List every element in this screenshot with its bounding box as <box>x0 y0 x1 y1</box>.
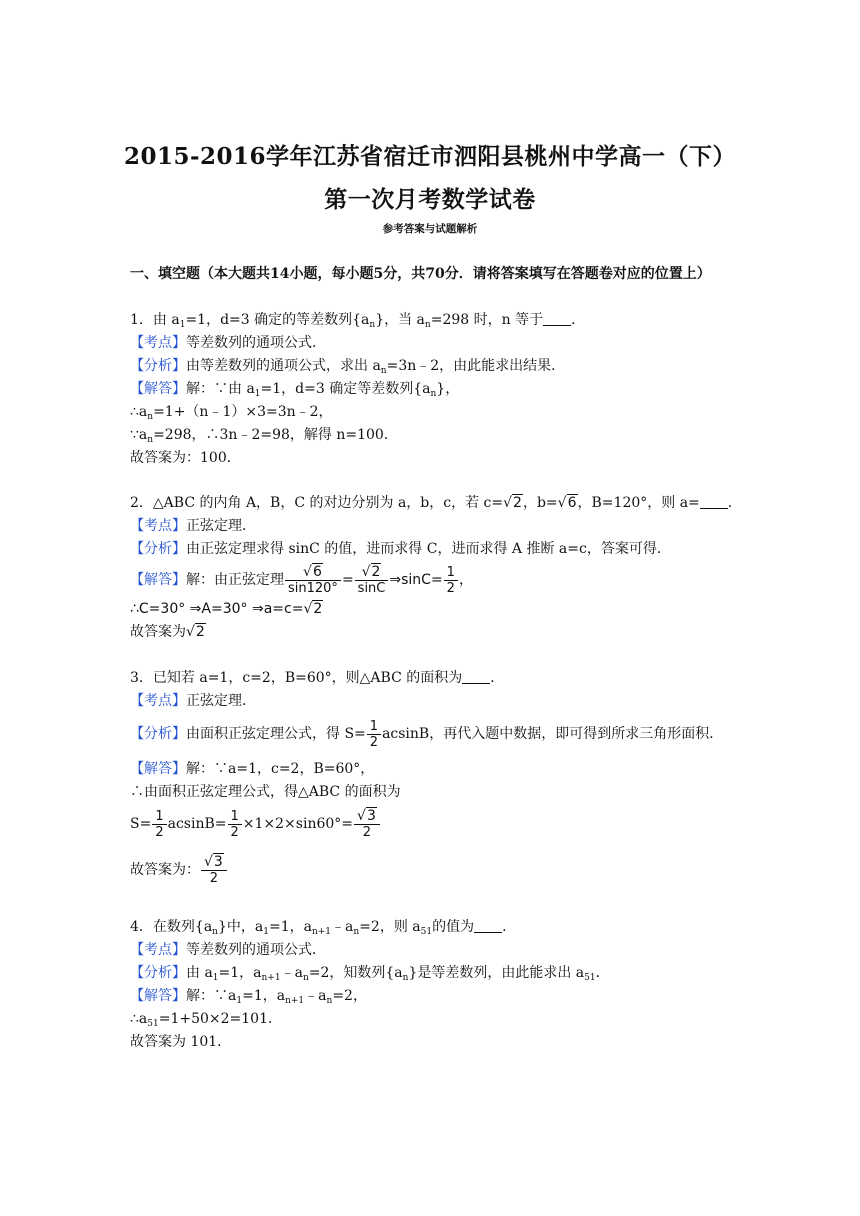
fraction-sqrt3-over-2: $\frac{√3}{2}$ <box>201 855 227 886</box>
q2-jieda: 【解答】解：由正弦定理 $\frac{√6}{\sin 120^\circ}$ = $\frac{√2}{\sin C}$ ⇒sinC= $\frac{1}{2}$ ， <box>130 563 473 596</box>
q3-stem: 3．已知若 a=1，c=2，B=60°，则△ABC 的面积为 ． <box>130 670 505 686</box>
fraction-one-half: $\frac{1}{2}$ <box>152 809 166 840</box>
q3-kaodian: 【考点】正弦定理． <box>130 693 256 709</box>
q4-jieda: 【解答】解：$\because a_1=1$，$a_{n+1}﹣a_n=2$， <box>130 988 367 1006</box>
q2-solution-line-2: ∴C=30° ⇒A=30° ⇒a=c=√2 <box>130 601 323 617</box>
q1-kaodian: 【考点】等差数列的通项公式． <box>130 335 326 351</box>
fraction-one-half: $\frac{1}{2}$ <box>228 809 242 840</box>
section-heading: 一、填空题（本大题共14小题，每小题5分，共70分．请将答案填写在答题卷对应的位置上） <box>130 266 711 282</box>
q1-solution-line-2: $\therefore a_n=1+(n﹣1)\times 3=3n﹣2$， <box>130 404 333 422</box>
fraction-sqrt3-over-2: $\frac{√3}{2}$ <box>354 809 380 840</box>
q3-jieda: 【解答】解：∵a=1，c=2，B=60°， <box>130 761 375 777</box>
answer-blank <box>700 494 728 509</box>
page-title-line-2: 第一次月考数学试卷 <box>324 186 536 213</box>
fraction-sqrt2-over-sinC: $\frac{√2}{\sin C}$ <box>355 565 389 596</box>
q1-solution-line-3: $\because a_n=298$，∴3n﹣2=98，解得 n=100． <box>130 427 398 445</box>
q2-fenxi: 【分析】由正弦定理求得 sinC 的值，进而求得 C，进而求得 A 推断 a=c，答案可得． <box>130 541 671 557</box>
q4-stem: 4．在数列$\{a_n\}$中，$a_1=1$，$a_{n+1}﹣a_n=2$，则 $a_{51}$的值为 ． <box>130 919 517 937</box>
q1-jieda: 【解答】解：∵由 $a_1=1$，d=3 确定等差数列$\{a_n\}$， <box>130 381 460 399</box>
q2-answer: 故答案为√2 <box>130 624 205 640</box>
q3-solution-line-2: ∴由面积正弦定理公式，得△ABC 的面积为 <box>130 784 401 800</box>
answer-blank <box>543 311 571 326</box>
fraction-one-half: $\frac{1}{2}$ <box>367 719 381 750</box>
answer-blank <box>462 669 490 684</box>
q4-answer: 故答案为 101． <box>130 1034 232 1050</box>
q2-kaodian: 【考点】正弦定理． <box>130 518 256 534</box>
page-subtitle: 参考答案与试题解析 <box>382 223 478 235</box>
answer-blank <box>474 918 502 933</box>
q4-solution-line-2: $\therefore a_{51}=1+50\times 2=101$． <box>130 1011 282 1029</box>
q3-fenxi: 【分析】由面积正弦定理公式，得 S= $\frac{1}{2}$ acsinB，再代入题中数据，即可得到所求三角形面积． <box>130 718 724 750</box>
fraction-one-half: $\frac{1}{2}$ <box>444 565 458 596</box>
page-title-line-1: 2015-2016学年江苏省宿迁市泗阳县桃州中学高一（下） <box>123 143 737 170</box>
fraction-sqrt6-over-sin120: $\frac{√6}{\sin 120^\circ}$ <box>285 565 341 596</box>
q3-solution-line-3: S= $\frac{1}{2}$ acsinB= $\frac{1}{2}$ ×1×2×sin60°= $\frac{√3}{2}$ <box>130 805 730 843</box>
q2-stem: 2．△ABC 的内角 A，B，C 的对边分别为 a，b，c，若 c=√2，b=√6，B=120°，则 a= ． <box>130 495 742 511</box>
q3-answer: 故答案为： $\frac{√3}{2}$ <box>130 851 730 889</box>
q4-kaodian: 【考点】等差数列的通项公式． <box>130 942 326 958</box>
q4-fenxi: 【分析】由 $a_1=1$，$a_{n+1}﹣a_n=2$，知数列$\{a_n\}$是等差数列，由此能求出 $a_{51}$． <box>130 965 610 983</box>
q1-stem: 1．由 $a_1=1$，d=3 确定的等差数列$\{a_n\}$，当 $a_n=298$ 时，n 等于 ． <box>130 312 586 330</box>
q1-answer: 故答案为：100． <box>130 450 241 466</box>
q1-fenxi: 【分析】由等差数列的通项公式，求出 $a_n=3n﹣2$，由此能求出结果． <box>130 358 566 376</box>
